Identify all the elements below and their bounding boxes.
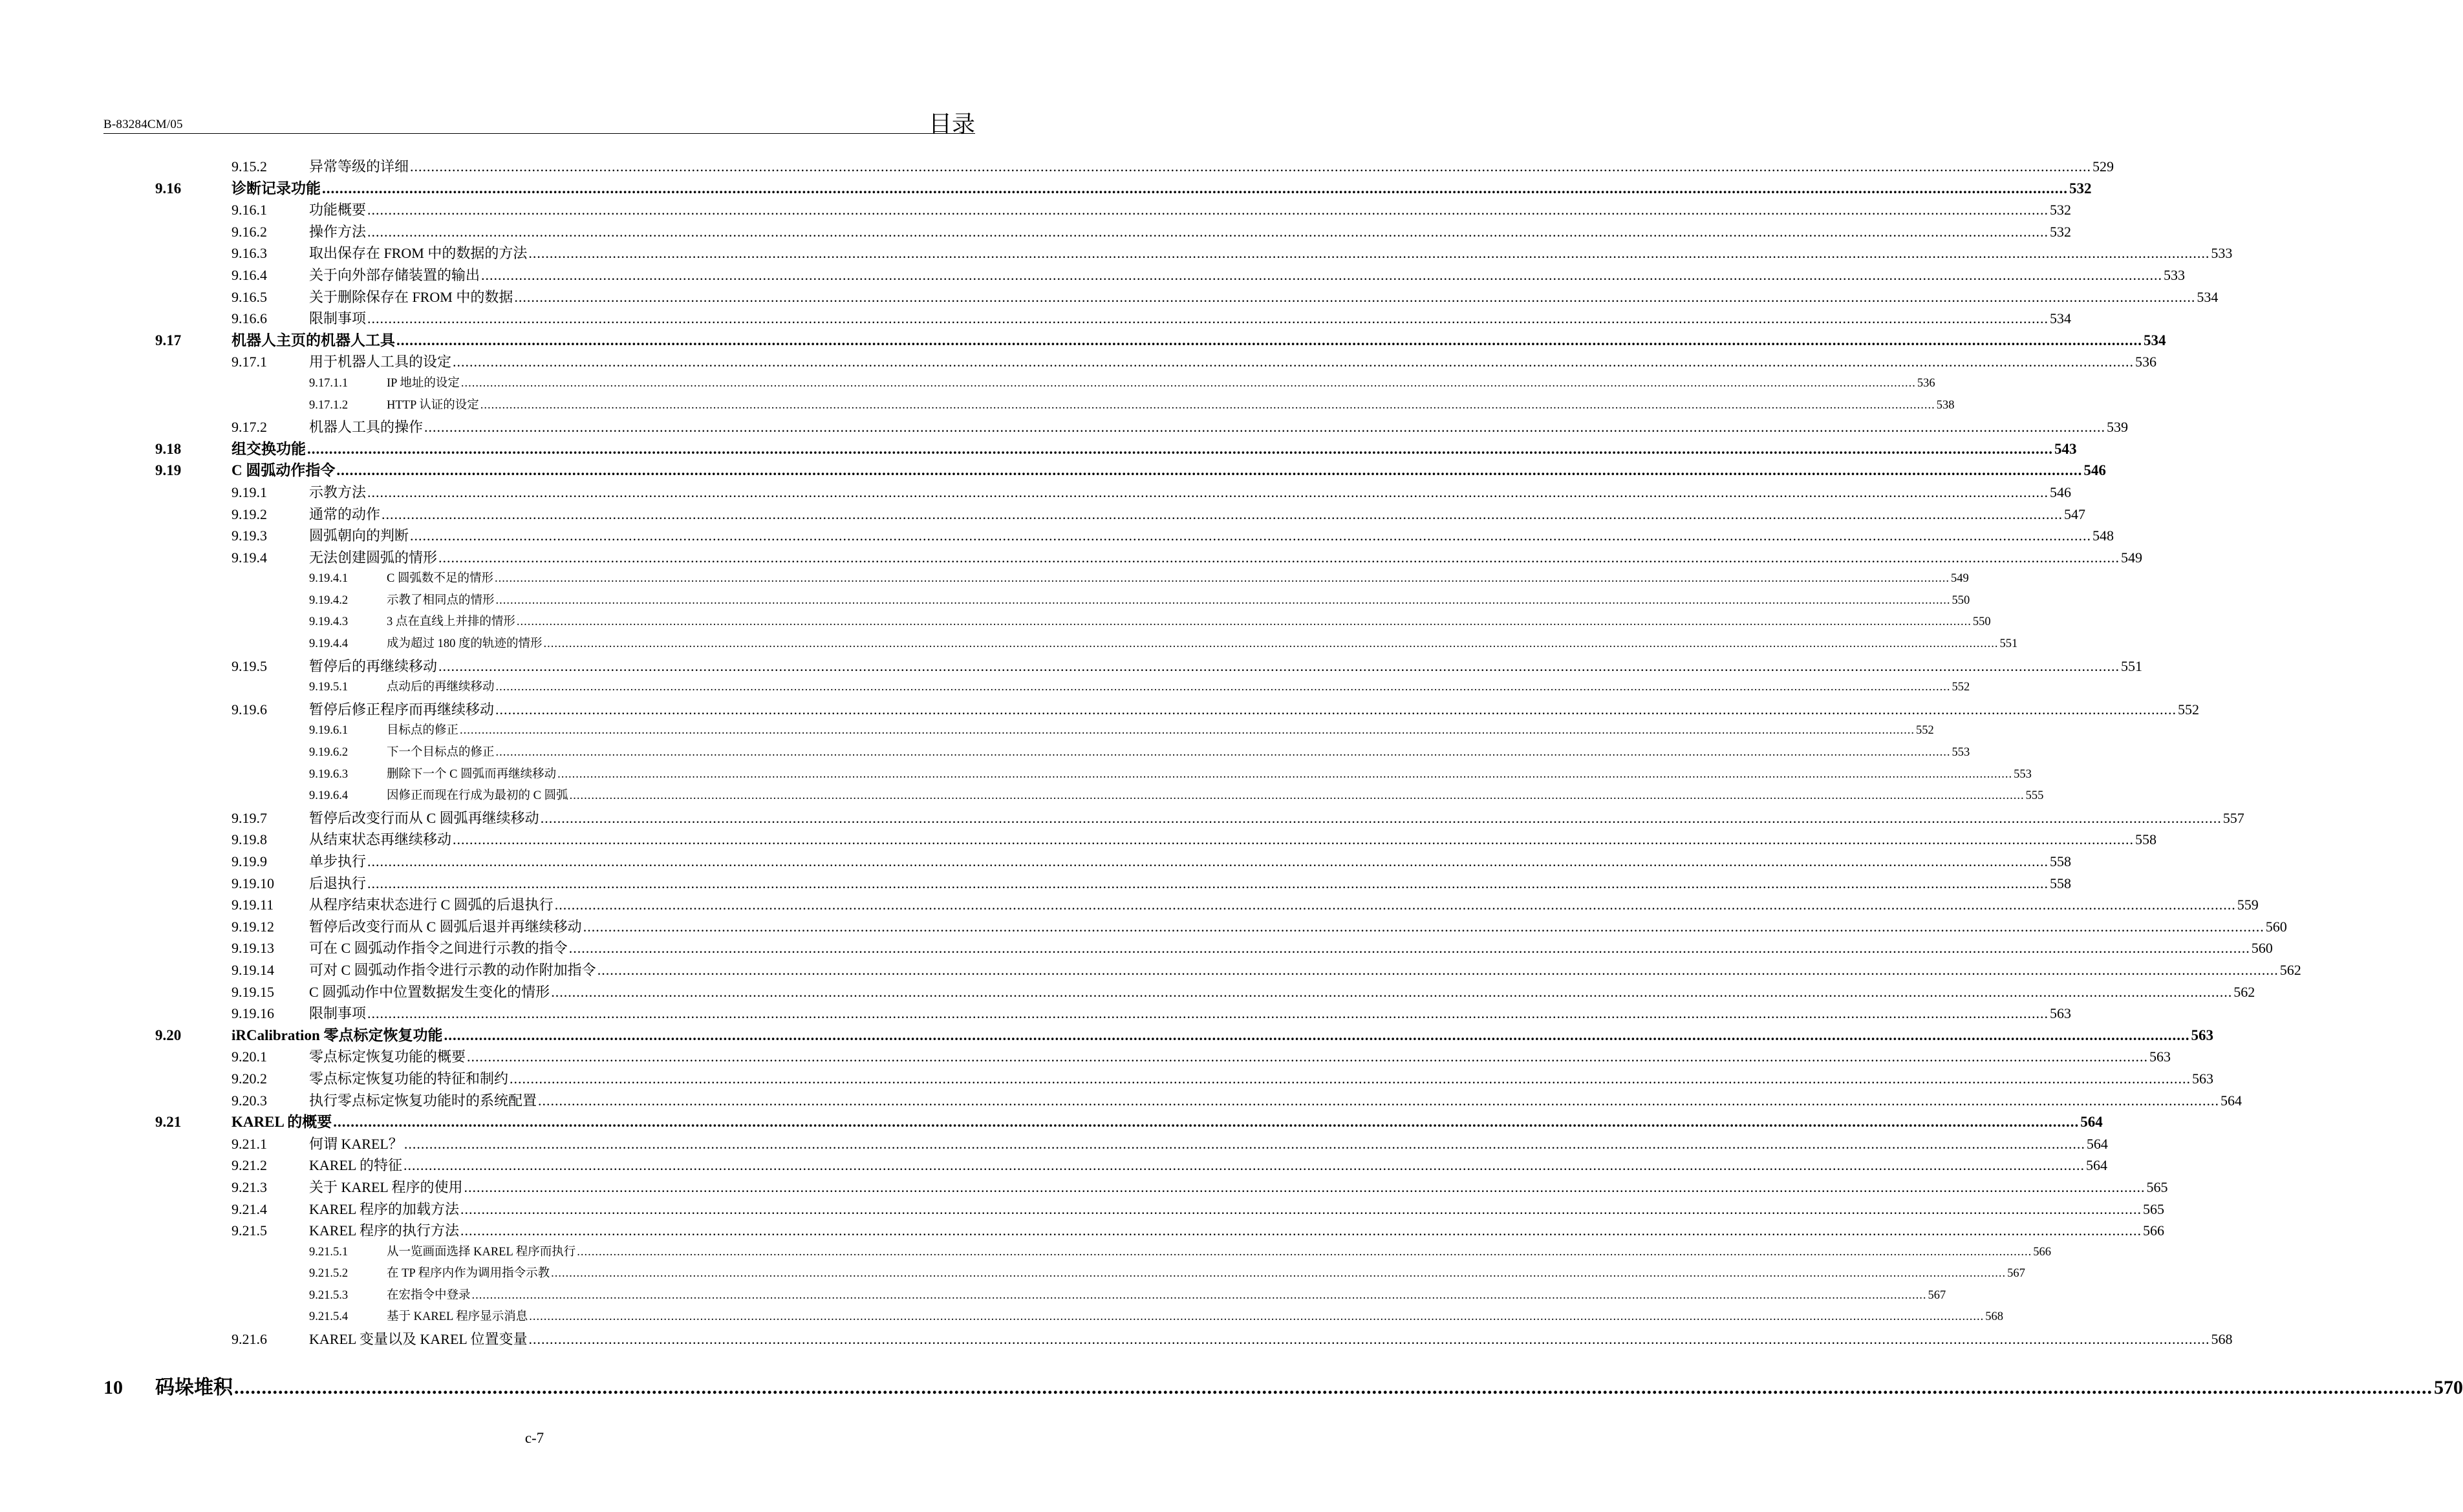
toc-entry-title: 用于机器人工具的设定 xyxy=(309,354,452,370)
toc-entry-number: 9.19.4.4 xyxy=(309,637,349,651)
toc-entry-number: 9.19.4 xyxy=(231,549,267,566)
toc-entry[interactable] xyxy=(0,1133,2108,1155)
toc-entry-title: 操作方法 xyxy=(309,223,367,240)
table-of-contents xyxy=(0,156,2463,1407)
toc-dot-leader: ................................................................................................................................................................................................................................................................................................................................................................................................................ xyxy=(551,983,2233,1000)
toc-entry-page: 560 xyxy=(2265,918,2287,935)
toc-entry-number: 9.17.2 xyxy=(231,419,267,436)
toc-entry[interactable] xyxy=(0,1285,1946,1307)
toc-entry-title: 零点标定恢复功能的特征和制约 xyxy=(309,1070,509,1087)
toc-entry-page: 536 xyxy=(1917,376,1935,390)
toc-entry-page: 568 xyxy=(2211,1331,2233,1348)
toc-entry-page: 564 xyxy=(2221,1092,2243,1109)
toc-dot-leader: ................................................................................................................................................................................................................................................................................................................................................................................................................ xyxy=(336,462,2083,479)
toc-entry[interactable] xyxy=(0,199,2072,221)
toc-entry-number: 9.21.5.4 xyxy=(309,1310,349,1324)
toc-entry[interactable] xyxy=(0,699,2200,721)
toc-entry-title: 暂停后改变行而从 C 圆弧再继续移动 xyxy=(309,809,539,826)
toc-entry-page: 566 xyxy=(2143,1222,2165,1239)
toc-dot-leader: ................................................................................................................................................................................................................................................................................................................................................................................................................ xyxy=(367,1005,2049,1022)
toc-entry-number: 9.19.5.1 xyxy=(309,681,349,694)
toc-entry-title: 零点标定恢复功能的概要 xyxy=(309,1049,466,1065)
toc-entry[interactable] xyxy=(0,1111,2103,1133)
toc-entry[interactable] xyxy=(0,264,2186,286)
toc-entry-title: 后退执行 xyxy=(309,875,367,891)
toc-entry[interactable] xyxy=(0,959,2301,981)
toc-dot-leader: ................................................................................................................................................................................................................................................................................................................................................................................................................ xyxy=(577,1245,2032,1259)
toc-entry-title: 可在 C 圆弧动作指令之间进行示教的指令 xyxy=(309,940,568,957)
toc-dot-leader: ................................................................................................................................................................................................................................................................................................................................................................................................................ xyxy=(538,1092,2220,1109)
toc-entry-number: 9.17.1.1 xyxy=(309,376,349,390)
toc-entry-page: 539 xyxy=(2107,419,2129,436)
toc-entry-number: 9.19.16 xyxy=(231,1005,274,1022)
toc-entry-page: 560 xyxy=(2251,940,2273,957)
toc-entry-number: 9.19.7 xyxy=(231,809,267,826)
toc-dot-leader: ................................................................................................................................................................................................................................................................................................................................................................................................................ xyxy=(367,310,2049,327)
toc-entry-title: C 圆弧动作指令 xyxy=(231,462,336,479)
toc-dot-leader: ................................................................................................................................................................................................................................................................................................................................................................................................................ xyxy=(568,940,2250,957)
toc-entry-title: C 圆弧动作中位置数据发生变化的情形 xyxy=(309,983,550,1000)
toc-entry-page: 563 xyxy=(2191,1027,2213,1043)
document-code: B-83284CM/05 xyxy=(103,118,183,131)
toc-entry-number: 9.21.1 xyxy=(231,1135,267,1152)
toc-dot-leader: ................................................................................................................................................................................................................................................................................................................................................................................................................ xyxy=(322,180,2068,197)
toc-entry-title: 从一览画面选择 KAREL 程序而执行 xyxy=(387,1245,576,1259)
toc-entry[interactable] xyxy=(0,1177,2168,1198)
toc-dot-leader: ................................................................................................................................................................................................................................................................................................................................................................................................................ xyxy=(528,245,2210,262)
toc-entry[interactable] xyxy=(0,438,2077,460)
toc-entry-page: 551 xyxy=(1999,637,2018,651)
toc-dot-leader: ................................................................................................................................................................................................................................................................................................................................................................................................................ xyxy=(597,961,2279,978)
toc-entry-number: 9.19.13 xyxy=(231,940,274,957)
toc-dot-leader: ................................................................................................................................................................................................................................................................................................................................................................................................................ xyxy=(444,1027,2190,1043)
toc-entry[interactable] xyxy=(0,1220,2165,1242)
toc-entry[interactable] xyxy=(0,156,2114,178)
toc-entry-number: 9.16.4 xyxy=(231,266,267,283)
toc-entry-title: 在宏指令中登录 xyxy=(387,1288,471,1302)
toc-entry[interactable] xyxy=(0,1198,2165,1220)
toc-entry-title: 无法创建圆弧的情形 xyxy=(309,549,438,566)
toc-entry[interactable] xyxy=(0,1068,2214,1090)
toc-entry-number: 9.16.6 xyxy=(231,310,267,327)
toc-entry[interactable] xyxy=(0,785,2044,807)
toc-entry-number: 9.16.2 xyxy=(231,223,267,240)
toc-entry-number: 9.19.12 xyxy=(231,918,274,935)
toc-entry-page: 570 xyxy=(2434,1376,2463,1398)
toc-entry-title: IP 地址的设定 xyxy=(387,376,460,390)
toc-entry-title: 可对 C 圆弧动作指令进行示教的动作附加指令 xyxy=(309,961,596,978)
toc-dot-leader: ................................................................................................................................................................................................................................................................................................................................................................................................................ xyxy=(467,1049,2149,1065)
toc-entry-number: 9.17 xyxy=(155,332,182,348)
page-number: c-7 xyxy=(524,1430,544,1446)
toc-dot-leader: ................................................................................................................................................................................................................................................................................................................................................................................................................ xyxy=(540,809,2222,826)
toc-entry-number: 9.19.6.2 xyxy=(309,746,349,760)
toc-entry[interactable] xyxy=(0,460,2106,482)
toc-dot-leader: ................................................................................................................................................................................................................................................................................................................................................................................................................ xyxy=(367,875,2049,891)
toc-entry-number: 9.19 xyxy=(155,462,182,479)
toc-entry-number: 9.21.4 xyxy=(231,1200,267,1217)
toc-entry-page: 546 xyxy=(2083,462,2106,479)
toc-entry[interactable] xyxy=(0,1263,2025,1285)
toc-entry[interactable] xyxy=(0,504,2086,526)
toc-entry-number: 9.17.1 xyxy=(231,354,267,370)
toc-entry-number: 9.21.6 xyxy=(231,1331,267,1348)
toc-entry-page: 553 xyxy=(1952,746,1970,760)
toc-entry[interactable] xyxy=(0,937,2273,959)
toc-dot-leader: ................................................................................................................................................................................................................................................................................................................................................................................................................ xyxy=(453,354,2135,370)
toc-dot-leader: ................................................................................................................................................................................................................................................................................................................................................................................................................ xyxy=(307,440,2053,457)
toc-entry-title: 下一个目标点的修正 xyxy=(387,746,495,760)
toc-entry-page: 564 xyxy=(2086,1135,2108,1152)
toc-entry-page: 548 xyxy=(2092,527,2114,544)
toc-entry[interactable] xyxy=(0,373,1935,395)
toc-entry-title: 从程序结束状态进行 C 圆弧的后退执行 xyxy=(309,897,554,913)
toc-entry[interactable] xyxy=(0,829,2157,851)
toc-entry[interactable] xyxy=(0,1090,2243,1112)
toc-dot-leader: ................................................................................................................................................................................................................................................................................................................................................................................................................ xyxy=(410,527,2092,544)
toc-entry[interactable] xyxy=(0,1328,2233,1350)
toc-entry-number: 9.19.1 xyxy=(231,484,267,500)
toc-entry-page: 534 xyxy=(2144,332,2166,348)
toc-entry-title: 机器人工具的操作 xyxy=(309,419,424,436)
toc-entry[interactable] xyxy=(0,1368,2463,1407)
toc-entry-page: 563 xyxy=(2192,1070,2214,1087)
toc-entry[interactable] xyxy=(0,894,2259,916)
toc-entry[interactable] xyxy=(0,851,2072,873)
toc-entry[interactable] xyxy=(0,1046,2171,1068)
toc-entry[interactable] xyxy=(0,286,2219,308)
toc-dot-leader: ................................................................................................................................................................................................................................................................................................................................................................................................................ xyxy=(495,701,2177,718)
toc-entry-number: 9.19.11 xyxy=(231,897,274,913)
toc-entry-number: 9.20.2 xyxy=(231,1070,267,1087)
toc-dot-leader: ................................................................................................................................................................................................................................................................................................................................................................................................................ xyxy=(438,657,2120,674)
toc-entry-page: 558 xyxy=(2135,831,2157,848)
toc-entry[interactable] xyxy=(0,1025,2213,1047)
toc-entry-page: 543 xyxy=(2054,440,2077,457)
toc-entry-number: 9.19.14 xyxy=(231,961,274,978)
toc-entry[interactable] xyxy=(0,590,1970,612)
toc-entry-title: 点动后的再继续移动 xyxy=(387,681,495,694)
toc-entry-title: KAREL 程序的执行方法 xyxy=(309,1222,460,1239)
toc-entry-page: 558 xyxy=(2050,853,2072,869)
toc-entry-title: KAREL 程序的加载方法 xyxy=(309,1200,460,1217)
toc-entry[interactable] xyxy=(0,547,2143,569)
toc-dot-leader: ................................................................................................................................................................................................................................................................................................................................................................................................................ xyxy=(494,572,1950,586)
toc-entry[interactable] xyxy=(0,482,2072,504)
toc-entry-page: 538 xyxy=(1936,398,1955,412)
toc-entry-number: 9.19.4.2 xyxy=(309,593,349,607)
toc-entry-title: 因修正而现在行成为最初的 C 圆弧 xyxy=(387,789,568,803)
toc-dot-leader: ................................................................................................................................................................................................................................................................................................................................................................................................................ xyxy=(495,593,1951,607)
toc-entry-page: 552 xyxy=(1916,724,1934,738)
toc-entry-title: 3 点在直线上并排的情形 xyxy=(387,615,515,629)
toc-entry[interactable] xyxy=(0,655,2143,677)
toc-entry-page: 547 xyxy=(2064,506,2086,522)
toc-entry[interactable] xyxy=(0,981,2255,1003)
toc-entry-page: 565 xyxy=(2143,1200,2165,1217)
toc-entry[interactable] xyxy=(0,1242,2051,1264)
toc-entry-title: 单步执行 xyxy=(309,853,367,869)
toc-dot-leader: ................................................................................................................................................................................................................................................................................................................................................................................................................ xyxy=(528,1331,2210,1348)
toc-entry-number: 9.16.3 xyxy=(231,245,267,262)
toc-entry-page: 567 xyxy=(1928,1288,1946,1302)
toc-dot-leader: ................................................................................................................................................................................................................................................................................................................................................................................................................ xyxy=(424,419,2106,436)
toc-entry-title: KAREL 的特征 xyxy=(309,1157,403,1174)
toc-entry-title: 暂停后的再继续移动 xyxy=(309,657,438,674)
toc-dot-leader: ................................................................................................................................................................................................................................................................................................................................................................................................................ xyxy=(495,746,1951,760)
toc-entry-title: 异常等级的详细 xyxy=(309,158,409,175)
toc-entry[interactable] xyxy=(0,807,2244,829)
toc-entry-page: 559 xyxy=(2237,897,2259,913)
toc-entry-number: 9.20.1 xyxy=(231,1049,267,1065)
toc-dot-leader: ................................................................................................................................................................................................................................................................................................................................................................................................................ xyxy=(367,223,2049,240)
toc-dot-leader: ................................................................................................................................................................................................................................................................................................................................................................................................................ xyxy=(464,1178,2146,1195)
toc-entry-number: 9.19.8 xyxy=(231,831,267,848)
toc-dot-leader: ................................................................................................................................................................................................................................................................................................................................................................................................................ xyxy=(583,918,2264,935)
toc-entry-page: 568 xyxy=(1985,1310,2003,1324)
toc-entry-page: 565 xyxy=(2146,1178,2168,1195)
toc-entry-page: 549 xyxy=(1950,572,1969,586)
toc-entry-number: 9.19.10 xyxy=(231,875,274,891)
toc-entry-page: 550 xyxy=(1952,593,1970,607)
toc-entry-page: 532 xyxy=(2050,202,2072,218)
toc-entry-number: 9.21 xyxy=(155,1114,182,1131)
toc-entry-page: 562 xyxy=(2233,983,2255,1000)
toc-dot-leader: ................................................................................................................................................................................................................................................................................................................................................................................................................ xyxy=(495,681,1951,694)
toc-entry-title: 从结束状态再继续移动 xyxy=(309,831,452,848)
toc-entry-title: 限制事项 xyxy=(309,1005,367,1022)
header-divider xyxy=(103,133,975,134)
toc-entry-number: 9.17.1.2 xyxy=(309,398,349,412)
toc-entry-title: 机器人主页的机器人工具 xyxy=(231,332,395,348)
toc-entry[interactable] xyxy=(0,1003,2072,1025)
toc-entry-page: 546 xyxy=(2050,484,2072,500)
toc-entry-page: 557 xyxy=(2222,809,2244,826)
toc-entry-number: 9.21.5 xyxy=(231,1222,267,1239)
toc-dot-leader: ................................................................................................................................................................................................................................................................................................................................................................................................................ xyxy=(453,831,2135,848)
toc-entry-page: 533 xyxy=(2211,245,2233,262)
toc-entry-page: 567 xyxy=(2007,1267,2025,1281)
toc-dot-leader: ................................................................................................................................................................................................................................................................................................................................................................................................................ xyxy=(480,398,1935,412)
toc-entry-number: 9.16 xyxy=(155,180,182,197)
toc-entry-page: 563 xyxy=(2149,1049,2171,1065)
toc-entry-number: 9.19.4.3 xyxy=(309,615,349,629)
toc-entry-title: 组交换功能 xyxy=(231,440,306,457)
toc-entry-number: 9.16.1 xyxy=(231,202,267,218)
toc-entry-page: 553 xyxy=(2014,767,2032,781)
toc-dot-leader: ................................................................................................................................................................................................................................................................................................................................................................................................................ xyxy=(438,549,2120,566)
toc-entry-number: 9.20 xyxy=(155,1027,182,1043)
toc-dot-leader: ................................................................................................................................................................................................................................................................................................................................................................................................................ xyxy=(460,376,1916,390)
toc-entry-title: 暂停后改变行而从 C 圆弧后退并再继续移动 xyxy=(309,918,582,935)
toc-entry[interactable] xyxy=(0,330,2166,352)
toc-entry-number: 9.18 xyxy=(155,440,182,457)
toc-entry-number: 9.15.2 xyxy=(231,158,267,175)
toc-entry-page: 566 xyxy=(2033,1245,2051,1259)
toc-entry-title: 关于向外部存储装置的输出 xyxy=(309,266,480,283)
toc-entry[interactable] xyxy=(0,764,2032,786)
toc-entry-title: 示教方法 xyxy=(309,484,367,500)
toc-entry-page: 552 xyxy=(1952,681,1970,694)
toc-dot-leader: ................................................................................................................................................................................................................................................................................................................................................................................................................ xyxy=(529,1310,1984,1324)
toc-entry-title: 诊断记录功能 xyxy=(231,180,321,197)
toc-dot-leader: ................................................................................................................................................................................................................................................................................................................................................................................................................ xyxy=(481,266,2163,283)
toc-dot-leader: ................................................................................................................................................................................................................................................................................................................................................................................................................ xyxy=(557,767,2013,781)
toc-entry-number: 9.19.2 xyxy=(231,506,267,522)
toc-entry-title: KAREL 变量以及 KAREL 位置变量 xyxy=(309,1331,528,1348)
toc-entry-title: 圆弧朝向的判断 xyxy=(309,527,409,544)
toc-entry-page: 564 xyxy=(2086,1157,2108,1174)
toc-entry[interactable] xyxy=(0,1306,2003,1328)
toc-entry[interactable] xyxy=(0,221,2072,243)
toc-dot-leader: ................................................................................................................................................................................................................................................................................................................................................................................................................ xyxy=(403,1157,2085,1174)
toc-entry-number: 9.19.6.3 xyxy=(309,767,349,781)
header-title: 目录 xyxy=(928,111,975,137)
toc-dot-leader: ................................................................................................................................................................................................................................................................................................................................................................................................................ xyxy=(367,202,2049,218)
toc-dot-leader: ................................................................................................................................................................................................................................................................................................................................................................................................................ xyxy=(234,1376,2433,1398)
toc-entry-page: 534 xyxy=(2197,288,2219,305)
toc-entry-title: 示教了相同点的情形 xyxy=(387,593,495,607)
toc-entry-page: 555 xyxy=(2025,789,2044,803)
toc-entry-title: 执行零点标定恢复功能时的系统配置 xyxy=(309,1092,537,1109)
toc-entry-number: 9.19.15 xyxy=(231,983,274,1000)
toc-entry[interactable] xyxy=(0,612,1991,634)
toc-entry[interactable] xyxy=(0,416,2129,438)
toc-entry-number: 9.19.6.1 xyxy=(309,724,349,738)
toc-entry-page: 564 xyxy=(2080,1114,2103,1131)
toc-entry[interactable] xyxy=(0,634,2018,655)
toc-dot-leader: ................................................................................................................................................................................................................................................................................................................................................................................................................ xyxy=(554,897,2236,913)
toc-entry-title: 码垛堆积 xyxy=(155,1376,233,1398)
toc-entry-title: 删除下一个 C 圆弧而再继续移动 xyxy=(387,767,557,781)
toc-entry[interactable] xyxy=(0,308,2072,330)
toc-entry-title: 通常的动作 xyxy=(309,506,381,522)
toc-entry-page: 534 xyxy=(2050,310,2072,327)
toc-entry-title: 成为超过 180 度的轨迹的情形 xyxy=(387,637,543,651)
toc-dot-leader: ................................................................................................................................................................................................................................................................................................................................................................................................................ xyxy=(367,853,2049,869)
toc-entry-title: 取出保存在 FROM 中的数据的方法 xyxy=(309,245,528,262)
toc-entry-title: KAREL 的概要 xyxy=(231,1114,332,1131)
toc-dot-leader: ................................................................................................................................................................................................................................................................................................................................................................................................................ xyxy=(367,484,2049,500)
toc-entry-title: 何谓 KAREL？ xyxy=(309,1135,403,1152)
toc-entry-title: 关于删除保存在 FROM 中的数据 xyxy=(309,288,513,305)
toc-dot-leader: ................................................................................................................................................................................................................................................................................................................................................................................................................ xyxy=(382,506,2063,522)
toc-entry-page: 532 xyxy=(2050,223,2072,240)
toc-entry-title: C 圆弧数不足的情形 xyxy=(387,572,493,586)
toc-entry-number: 9.21.5.1 xyxy=(309,1245,349,1259)
toc-dot-leader: ................................................................................................................................................................................................................................................................................................................................................................................................................ xyxy=(460,724,1915,738)
toc-dot-leader: ................................................................................................................................................................................................................................................................................................................................................................................................................ xyxy=(514,288,2196,305)
toc-entry[interactable] xyxy=(0,720,1934,742)
toc-entry[interactable] xyxy=(0,525,2114,547)
toc-entry-number: 9.19.6 xyxy=(231,701,267,718)
toc-entry[interactable] xyxy=(0,242,2233,264)
toc-entry-title: HTTP 认证的设定 xyxy=(387,398,479,412)
toc-entry-page: 529 xyxy=(2092,158,2114,175)
toc-dot-leader: ................................................................................................................................................................................................................................................................................................................................................................................................................ xyxy=(551,1267,2006,1281)
toc-entry-page: 562 xyxy=(2279,961,2301,978)
toc-dot-leader: ................................................................................................................................................................................................................................................................................................................................................................................................................ xyxy=(396,332,2142,348)
toc-entry[interactable] xyxy=(0,1155,2108,1177)
toc-entry-number: 9.16.5 xyxy=(231,288,267,305)
toc-dot-leader: ................................................................................................................................................................................................................................................................................................................................................................................................................ xyxy=(333,1114,2080,1131)
toc-entry[interactable] xyxy=(0,742,1970,764)
toc-entry-number: 9.21.5.2 xyxy=(309,1267,349,1281)
toc-entry-number: 9.21.3 xyxy=(231,1178,267,1195)
toc-entry-number: 10 xyxy=(103,1376,123,1398)
toc-entry-page: 536 xyxy=(2135,354,2157,370)
toc-entry-title: 暂停后修正程序而再继续移动 xyxy=(309,701,495,718)
toc-entry-page: 551 xyxy=(2121,657,2143,674)
toc-entry-title: 限制事项 xyxy=(309,310,367,327)
toc-entry-title: 基于 KAREL 程序显示消息 xyxy=(387,1310,528,1324)
toc-dot-leader: ................................................................................................................................................................................................................................................................................................................................................................................................................ xyxy=(471,1288,1927,1302)
toc-entry-number: 9.21.5.3 xyxy=(309,1288,349,1302)
toc-entry[interactable] xyxy=(0,395,1955,417)
toc-entry-number: 9.21.2 xyxy=(231,1157,267,1174)
toc-entry-page: 533 xyxy=(2164,266,2186,283)
toc-entry-title: iRCalibration 零点标定恢复功能 xyxy=(231,1027,443,1043)
toc-entry-title: 关于 KAREL 程序的使用 xyxy=(309,1178,463,1195)
toc-entry-page: 558 xyxy=(2050,875,2072,891)
toc-entry-page: 532 xyxy=(2069,180,2092,197)
toc-entry-page: 563 xyxy=(2050,1005,2072,1022)
toc-entry-title: 在 TP 程序内作为调用指令示教 xyxy=(387,1267,550,1281)
toc-entry[interactable] xyxy=(0,351,2157,373)
toc-dot-leader: ................................................................................................................................................................................................................................................................................................................................................................................................................ xyxy=(569,789,2025,803)
toc-entry[interactable] xyxy=(0,677,1970,699)
toc-dot-leader: ................................................................................................................................................................................................................................................................................................................................................................................................................ xyxy=(460,1222,2142,1239)
toc-entry-number: 9.19.9 xyxy=(231,853,267,869)
toc-entry-number: 9.19.6.4 xyxy=(309,789,349,803)
toc-entry-page: 550 xyxy=(1972,615,1991,629)
toc-entry-number: 9.20.3 xyxy=(231,1092,267,1109)
toc-entry-number: 9.19.5 xyxy=(231,657,267,674)
toc-entry-number: 9.19.3 xyxy=(231,527,267,544)
toc-dot-leader: ................................................................................................................................................................................................................................................................................................................................................................................................................ xyxy=(403,1135,2085,1152)
toc-entry-title: 功能概要 xyxy=(309,202,367,218)
toc-dot-leader: ................................................................................................................................................................................................................................................................................................................................................................................................................ xyxy=(543,637,1999,651)
toc-entry[interactable] xyxy=(0,873,2072,895)
toc-entry[interactable] xyxy=(0,568,1969,590)
toc-entry-page: 549 xyxy=(2121,549,2143,566)
toc-entry[interactable] xyxy=(0,916,2287,938)
toc-dot-leader: ................................................................................................................................................................................................................................................................................................................................................................................................................ xyxy=(510,1070,2191,1087)
toc-dot-leader: ................................................................................................................................................................................................................................................................................................................................................................................................................ xyxy=(516,615,1972,629)
toc-dot-leader: ................................................................................................................................................................................................................................................................................................................................................................................................................ xyxy=(410,158,2092,175)
toc-entry[interactable] xyxy=(0,178,2092,200)
toc-entry-number: 9.19.4.1 xyxy=(309,572,349,586)
toc-entry-title: 目标点的修正 xyxy=(387,724,459,738)
toc-entry-page: 552 xyxy=(2178,701,2200,718)
toc-dot-leader: ................................................................................................................................................................................................................................................................................................................................................................................................................ xyxy=(460,1200,2142,1217)
